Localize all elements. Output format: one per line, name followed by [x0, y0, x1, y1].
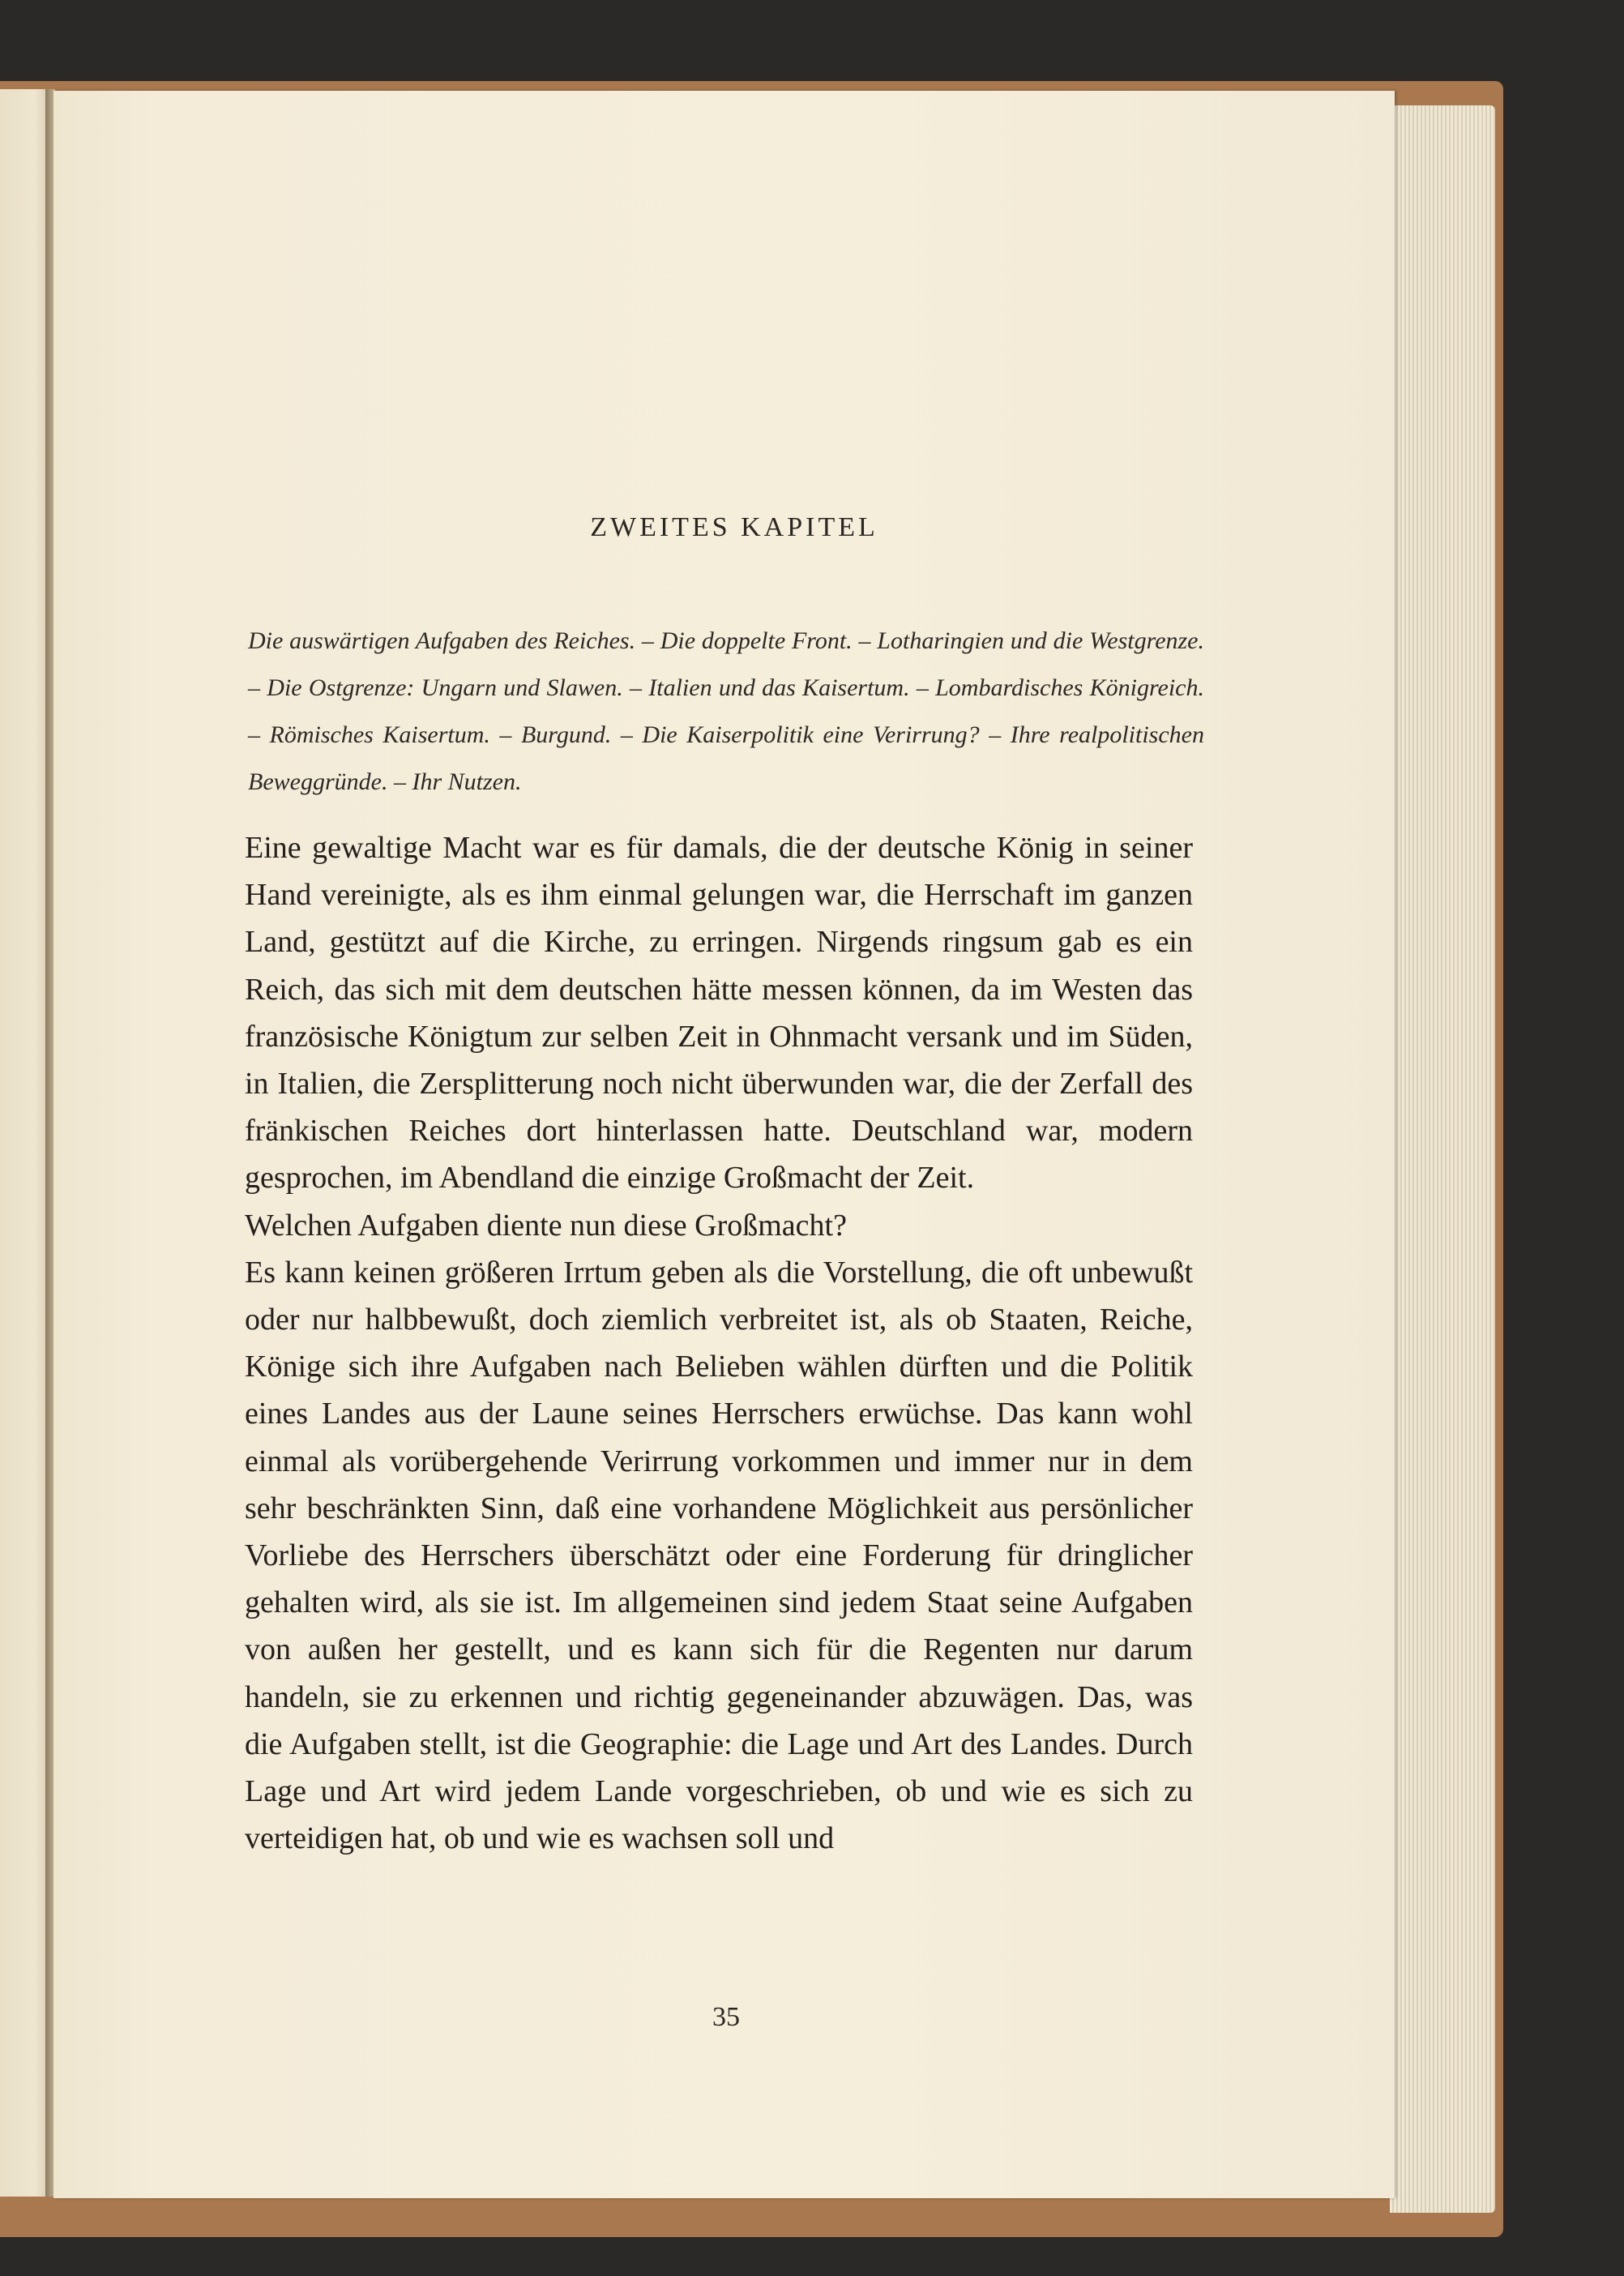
- facing-page: [0, 89, 50, 2197]
- page-edges: [1390, 105, 1495, 2213]
- paragraph: Eine gewaltige Macht war es für damals, die der deutsche König in seiner Hand vereinigte, als es ihm einmal gelungen war, die Herrschaft im ganzen Land, gestützt auf die Kirche, zu erringen. Nirgends ringsum gab es ein Reich, das sich mit dem deutschen hätte messen können, da im Westen das französische Königtum zur selben Zeit in Ohnmacht versank und im Süden, in Italien, die Zersplitterung noch nicht überwunden war, die der Zerfall des fränkischen Reiches dort hinterlassen hatte. Deutschland war, modern gesprochen, im Abendland die einzige Großmacht der Zeit.: [245, 831, 1193, 1196]
- chapter-heading: ZWEITES KAPITEL: [590, 512, 878, 542]
- paragraph: Welchen Aufgaben diente nun diese Großmacht?: [245, 1208, 847, 1243]
- paragraph: Es kann keinen größeren Irrtum geben als die Vorstellung, die oft unbewußt oder nur halbbewußt, doch ziemlich verbreitet ist, als ob Staaten, Reiche, Könige sich ihre Aufgaben nach Belieben wählen dürften und die Politik eines Landes aus der Laune seines Herrschers erwüchse. Das kann wohl einmal als vorübergehende Verirrung vorkommen und immer nur in dem sehr beschränkten Sinn, daß eine vorhandene Möglichkeit aus persönlicher Vorliebe des Herrschers überschätzt oder eine Forderung für dringlicher gehalten wird, als sie ist. Im allgemeinen sind jedem Staat seine Aufgaben von außen her gestellt, und es kann sich für die Regenten nur darum handeln, sie zu erkennen und richtig gegeneinander abzuwägen. Das, was die Aufgaben stellt, ist die Geographie: die Lage und Art des Landes. Durch Lage und Art wird jedem Lande vorgeschrieben, ob und wie es sich zu verteidigen hat, ob und wie es wachsen soll und: [245, 1255, 1193, 1856]
- page-number: 35: [712, 2002, 740, 2032]
- body-text: [245, 824, 1193, 1862]
- book-page: [53, 91, 1395, 2198]
- chapter-summary: Die auswärtigen Aufgaben des Reiches. – Die doppelte Front. – Lotharingien und die Westgrenze. – Die Ostgrenze: Ungarn und Slawen. – Italien und das Kaisertum. – Lombardisches Königreich. – Römisches Kaisertum. – Burgund. – Die Kaiserpolitik eine Verirrung? – Ihre realpolitischen Beweggründe. – Ihr Nutzen.: [248, 627, 1204, 795]
